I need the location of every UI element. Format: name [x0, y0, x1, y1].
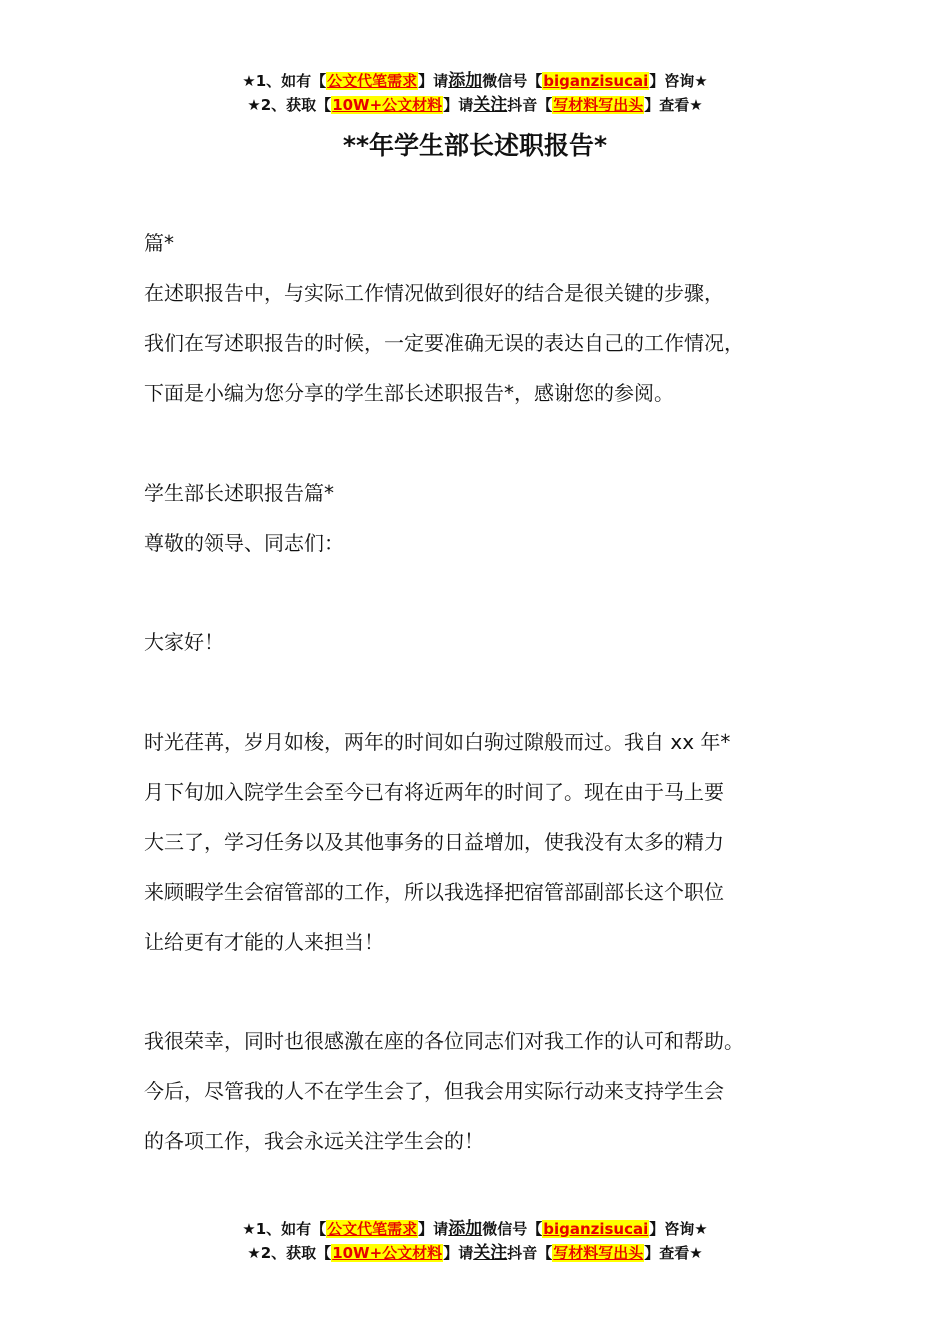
promo-highlight-service: 公文代笔需求: [327, 1220, 418, 1238]
promo-highlight-materials: 10W+公文材料: [332, 1244, 443, 1262]
promo-highlight-douyin: 写材料写出头: [553, 1244, 644, 1262]
promo-emphasis-add: 添加: [448, 1219, 483, 1239]
footer-promo-banner: [0, 1217, 950, 1265]
promo-line-1: ★1、如有【公文代笔需求】请添加微信号【biganzisucai】咨询★: [242, 71, 708, 91]
header-promo-banner: [0, 69, 950, 117]
promo-emphasis-follow: 关注: [473, 1243, 508, 1263]
paragraph-subheading: 学生部长述职报告篇*: [144, 481, 334, 505]
promo-highlight-wechat-id: biganzisucai: [543, 72, 649, 90]
promo-highlight-materials: 10W+公文材料: [332, 96, 443, 114]
promo-emphasis-add: 添加: [448, 71, 483, 91]
paragraph-intro: 在述职报告中，与实际工作情况做到很好的结合是很关键的步骤， 我们在写述职报告的时候，一定要准确无误的表达自己的工作情况， 下面是小编为您分享的学生部长述职报告*，感谢您的参阅。: [144, 281, 744, 405]
promo-highlight-douyin: 写材料写出头: [553, 96, 644, 114]
paragraph-body-1: 时光荏苒，岁月如梭，两年的时间如白驹过隙般而过。我自 xx 年* 月下旬加入院学生会至今已有将近两年的时间了。现在由于马上要 大三了，学习任务以及其他事务的日益增加，使我没有太多的精力 来顾暇学生会宿管部的工作，所以我选择把宿管部副部长这个职位 让给更有才能的人来担当！: [144, 730, 731, 954]
promo-highlight-service: 公文代笔需求: [327, 72, 418, 90]
paragraph-salutation: 尊敬的领导、同志们：: [144, 531, 344, 555]
promo-highlight-wechat-id: biganzisucai: [543, 1220, 649, 1238]
paragraph-body-2: 我很荣幸，同时也很感激在座的各位同志们对我工作的认可和帮助。 今后，尽管我的人不在学生会了，但我会用实际行动来支持学生会 的各项工作，我会永远关注学生会的！: [144, 1029, 744, 1153]
paragraph-greeting: 大家好！: [144, 630, 224, 654]
document-title: **年学生部长述职报告*: [342, 131, 608, 160]
promo-line-2: ★2、获取【10W+公文材料】请关注抖音【写材料写出头】查看★: [247, 95, 703, 115]
promo-emphasis-follow: 关注: [473, 95, 508, 115]
promo-line-1: ★1、如有【公文代笔需求】请添加微信号【biganzisucai】咨询★: [242, 1219, 708, 1239]
promo-line-2: ★2、获取【10W+公文材料】请关注抖音【写材料写出头】查看★: [247, 1243, 703, 1263]
paragraph-section-label: 篇*: [144, 231, 174, 255]
